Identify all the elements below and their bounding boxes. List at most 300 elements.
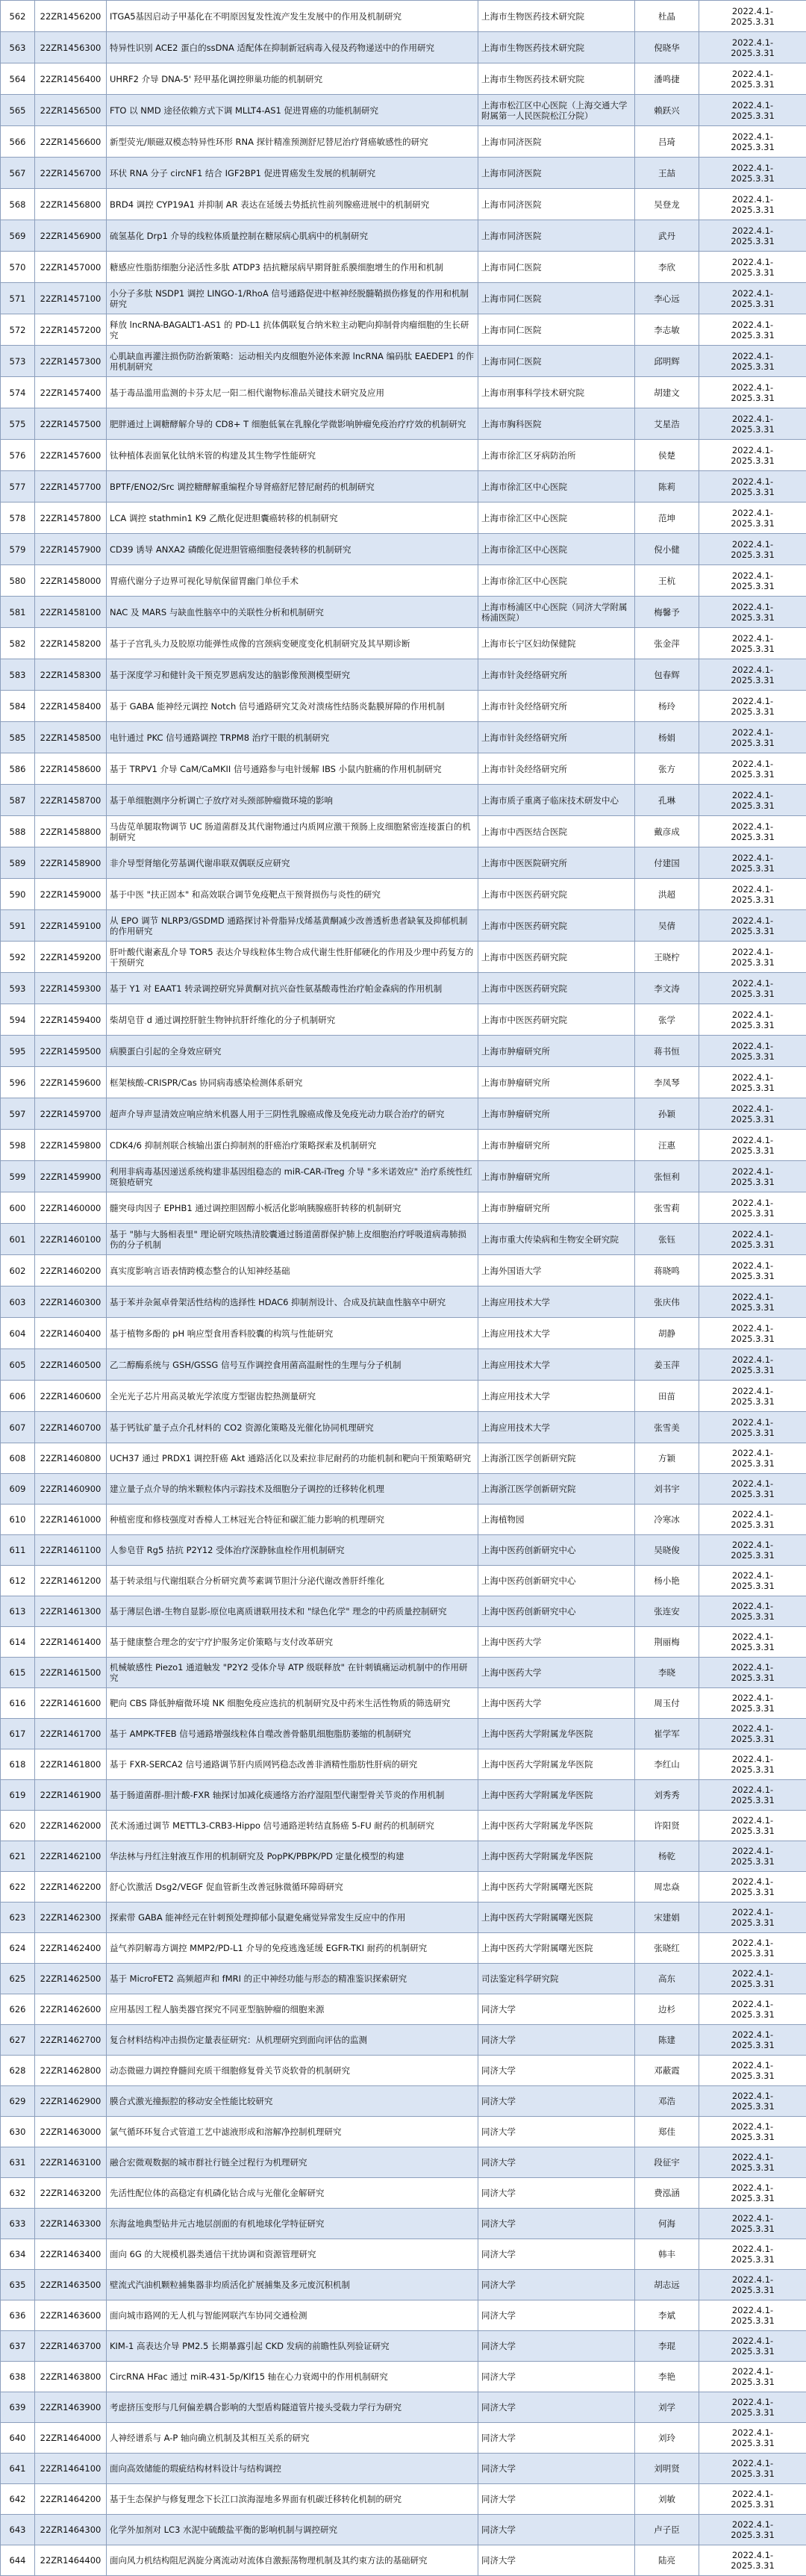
table-row	[1, 1841, 806, 1872]
row-index-cell: 633	[1, 2209, 35, 2239]
principal-investigator-cell: 张钰	[635, 1224, 699, 1255]
institution-cell: 上海市徐汇区中心医院	[478, 565, 635, 597]
principal-investigator-cell: 胡志远	[635, 2270, 699, 2300]
project-code-cell: 22ZR1458800	[35, 816, 107, 847]
table-row	[1, 1224, 806, 1255]
institution-cell: 上海市刑事科学技术研究院	[478, 377, 635, 408]
project-title-cell: 面向 6G 的大规模机器类通信干扰协调和资源管理研究	[107, 2239, 478, 2270]
row-index-cell: 635	[1, 2270, 35, 2300]
project-period-cell: 2022.4.1- 2025.3.31	[699, 1130, 806, 1161]
project-title-cell: 硫氢基化 Drp1 介导的线粒体质量控制在糖尿病心肌病中的机制研究	[107, 220, 478, 252]
row-index-cell: 605	[1, 1349, 35, 1381]
project-period-cell: 2022.4.1- 2025.3.31	[699, 503, 806, 534]
project-period-cell: 2022.4.1- 2025.3.31	[699, 1505, 806, 1535]
project-code-cell: 22ZR1459800	[35, 1130, 107, 1161]
table-row	[1, 753, 806, 785]
project-period-cell: 2022.4.1- 2025.3.31	[699, 2484, 806, 2515]
table-row	[1, 2515, 806, 2545]
project-title-cell: 全光光子芯片用高灵敏光学浓度方型锯齿腔热测量研究	[107, 1381, 478, 1412]
principal-investigator-cell: 宋建娟	[635, 1903, 699, 1933]
institution-cell: 上海市徐汇区中心医院	[478, 471, 635, 503]
project-period-cell: 2022.4.1- 2025.3.31	[699, 1004, 806, 1036]
row-index-cell: 642	[1, 2484, 35, 2515]
table-row	[1, 1780, 806, 1811]
project-period-cell: 2022.4.1- 2025.3.31	[699, 2545, 806, 2576]
project-period-cell: 2022.4.1- 2025.3.31	[699, 2117, 806, 2147]
institution-cell: 同济大学	[478, 2331, 635, 2362]
project-code-cell: 22ZR1462700	[35, 2025, 107, 2056]
table-row	[1, 126, 806, 158]
row-index-cell: 590	[1, 879, 35, 910]
institution-cell: 同济大学	[478, 2117, 635, 2147]
project-title-cell: FTO 以 NMD 途径依赖方式下调 MLLT4-AS1 促进胃癌的功能机制研究	[107, 95, 478, 126]
project-period-cell: 2022.4.1- 2025.3.31	[699, 252, 806, 283]
institution-cell: 上海市同仁医院	[478, 283, 635, 314]
project-code-cell: 22ZR1461700	[35, 1719, 107, 1749]
project-title-cell: KIM-1 高表达介导 PM2.5 长期暴露引起 CKD 发病的前瞻性队列验证研究	[107, 2331, 478, 2362]
principal-investigator-cell: 李琨	[635, 2331, 699, 2362]
project-code-cell: 22ZR1464100	[35, 2454, 107, 2484]
principal-investigator-cell: 高东	[635, 1964, 699, 1994]
project-code-cell: 22ZR1457800	[35, 503, 107, 534]
project-title-cell: 基于薄层色谱-生物自显影-原位电离质谱联用技术和 "绿色化学" 理念的中药质量控制研究	[107, 1596, 478, 1627]
row-index-cell: 593	[1, 973, 35, 1004]
principal-investigator-cell: 倪小健	[635, 534, 699, 565]
institution-cell: 上海市长宁区妇幼保健院	[478, 628, 635, 659]
project-title-cell: 种植密度和修枝强度对香樟人工林冠光合特征和碳汇能力影响的机理研究	[107, 1505, 478, 1535]
project-code-cell: 22ZR1463600	[35, 2300, 107, 2331]
institution-cell: 上海中医药大学	[478, 1688, 635, 1719]
institution-cell: 上海中医药大学附属龙华医院	[478, 1749, 635, 1780]
institution-cell: 上海中医药大学附属龙华医院	[478, 1841, 635, 1872]
row-index-cell: 627	[1, 2025, 35, 2056]
project-title-cell: NAC 及 MARS 与缺血性脑卒中的关联性分析和机制研究	[107, 597, 478, 628]
project-title-cell: 心肌缺血再灌注损伤防治新策略：运动相关内皮细胞外泌体来源 lncRNA 编码肽 EAEDEP1 的作用机制研究	[107, 346, 478, 377]
institution-cell: 上海市针灸经络研究所	[478, 722, 635, 753]
project-title-cell: 马齿苋单腿取物调节 UC 肠道菌群及其代谢物通过内质网应激干预肠上皮细胞紧密连接蛋白的机制研究	[107, 816, 478, 847]
project-period-cell: 2022.4.1- 2025.3.31	[699, 2086, 806, 2117]
project-title-cell: 面向风力机结构阻尼涡旋分离流动对流体自激振荡物理机制及其约束方法的基础研究	[107, 2545, 478, 2576]
institution-cell: 同济大学	[478, 2239, 635, 2270]
project-code-cell: 22ZR1461300	[35, 1596, 107, 1627]
project-code-cell: 22ZR1463700	[35, 2331, 107, 2362]
institution-cell: 上海市徐汇区中心医院	[478, 503, 635, 534]
institution-cell: 上海应用技术大学	[478, 1318, 635, 1349]
row-index-cell: 574	[1, 377, 35, 408]
project-title-cell: 利用非病毒基因递送系统构建非基因组稳态的 miR-CAR-iTreg 介导 "多米诺效应" 治疗系统性红斑狼疮研究	[107, 1161, 478, 1192]
principal-investigator-cell: 包春辉	[635, 659, 699, 691]
row-index-cell: 609	[1, 1474, 35, 1505]
row-index-cell: 589	[1, 847, 35, 879]
principal-investigator-cell: 杜晶	[635, 1, 699, 32]
institution-cell: 上海市同仁医院	[478, 346, 635, 377]
institution-cell: 上海中医药创新研究中心	[478, 1566, 635, 1596]
institution-cell: 同济大学	[478, 2362, 635, 2392]
principal-investigator-cell: 范坤	[635, 503, 699, 534]
principal-investigator-cell: 蒋晓鸣	[635, 1255, 699, 1287]
institution-cell: 同济大学	[478, 2484, 635, 2515]
institution-cell: 上海市同济医院	[478, 158, 635, 189]
institution-cell: 上海植物园	[478, 1505, 635, 1535]
principal-investigator-cell: 孙颖	[635, 1098, 699, 1130]
principal-investigator-cell: 杨娟	[635, 722, 699, 753]
institution-cell: 同济大学	[478, 2270, 635, 2300]
table-row	[1, 2056, 806, 2086]
project-period-cell: 2022.4.1- 2025.3.31	[699, 440, 806, 471]
principal-investigator-cell: 陆亮	[635, 2545, 699, 2576]
project-title-cell: 环状 RNA 分子 circNF1 结合 IGF2BP1 促进胃癌发生发展的机制研究	[107, 158, 478, 189]
table-row	[1, 1474, 806, 1505]
institution-cell: 同济大学	[478, 2454, 635, 2484]
project-title-cell: 壁流式汽油机颗粒捕集器非均质活化扩展捕集及多元废沉积机制	[107, 2270, 478, 2300]
project-code-cell: 22ZR1461500	[35, 1658, 107, 1688]
principal-investigator-cell: 张金萍	[635, 628, 699, 659]
institution-cell: 同济大学	[478, 2392, 635, 2423]
principal-investigator-cell: 刘书宇	[635, 1474, 699, 1505]
project-period-cell: 2022.4.1- 2025.3.31	[699, 95, 806, 126]
project-period-cell: 2022.4.1- 2025.3.31	[699, 314, 806, 346]
project-code-cell: 22ZR1459900	[35, 1161, 107, 1192]
institution-cell: 同济大学	[478, 2025, 635, 2056]
project-period-cell: 2022.4.1- 2025.3.31	[699, 2331, 806, 2362]
project-period-cell: 2022.4.1- 2025.3.31	[699, 1596, 806, 1627]
project-period-cell: 2022.4.1- 2025.3.31	[699, 2025, 806, 2056]
principal-investigator-cell: 汪惠	[635, 1130, 699, 1161]
project-title-cell: 基于生态保护与修复理念下长江口滨海湿地多界面有机碳迁移转化机制的研究	[107, 2484, 478, 2515]
institution-cell: 同济大学	[478, 2423, 635, 2454]
table-row	[1, 1067, 806, 1098]
institution-cell: 上海市肿瘤研究所	[478, 1098, 635, 1130]
project-period-cell: 2022.4.1- 2025.3.31	[699, 189, 806, 220]
table-row	[1, 910, 806, 942]
principal-investigator-cell: 李文涛	[635, 973, 699, 1004]
institution-cell: 上海中医药大学附属龙华医院	[478, 1719, 635, 1749]
project-period-cell: 2022.4.1- 2025.3.31	[699, 1036, 806, 1067]
project-period-cell: 2022.4.1- 2025.3.31	[699, 2178, 806, 2209]
row-index-cell: 567	[1, 158, 35, 189]
project-code-cell: 22ZR1459000	[35, 879, 107, 910]
principal-investigator-cell: 冷寒冰	[635, 1505, 699, 1535]
institution-cell: 上海中医药大学附属龙华医院	[478, 1811, 635, 1841]
row-index-cell: 586	[1, 753, 35, 785]
project-code-cell: 22ZR1461200	[35, 1566, 107, 1596]
table-row	[1, 1192, 806, 1224]
project-title-cell: CircRNA HFac 通过 miR-431-5p/Klf15 轴在心力衰竭中的作用机制研究	[107, 2362, 478, 2392]
project-period-cell: 2022.4.1- 2025.3.31	[699, 1903, 806, 1933]
table-row	[1, 2270, 806, 2300]
project-period-cell: 2022.4.1- 2025.3.31	[699, 659, 806, 691]
row-index-cell: 621	[1, 1841, 35, 1872]
institution-cell: 上海市肿瘤研究所	[478, 1130, 635, 1161]
project-code-cell: 22ZR1461400	[35, 1627, 107, 1658]
table-row	[1, 2117, 806, 2147]
project-code-cell: 22ZR1458400	[35, 691, 107, 722]
project-period-cell: 2022.4.1- 2025.3.31	[699, 1994, 806, 2025]
institution-cell: 上海市同仁医院	[478, 314, 635, 346]
project-title-cell: 髓突母肉因子 EPHB1 通过调控胆固醇小板活化影响胰腺癌肝转移的机制研究	[107, 1192, 478, 1224]
project-title-cell: 基于植物多酚的 pH 响应型食用香料胶囊的构筑与性能研究	[107, 1318, 478, 1349]
project-code-cell: 22ZR1456200	[35, 1, 107, 32]
project-period-cell: 2022.4.1- 2025.3.31	[699, 1098, 806, 1130]
row-index-cell: 623	[1, 1903, 35, 1933]
project-code-cell: 22ZR1457700	[35, 471, 107, 503]
table-row	[1, 158, 806, 189]
project-code-cell: 22ZR1461100	[35, 1535, 107, 1566]
row-index-cell: 583	[1, 659, 35, 691]
table-row	[1, 1287, 806, 1318]
principal-investigator-cell: 费泓涵	[635, 2178, 699, 2209]
project-code-cell: 22ZR1459400	[35, 1004, 107, 1036]
project-code-cell: 22ZR1458500	[35, 722, 107, 753]
project-title-cell: 基于转录组与代谢组联合分析研究黄芩素调节胆汁分泌代谢改善肝纤维化	[107, 1566, 478, 1596]
project-title-cell: 基于 TRPV1 介导 CaM/CaMKII 信号通路参与电针缓解 IBS 小鼠内脏痛的作用机制研究	[107, 753, 478, 785]
principal-investigator-cell: 陈建	[635, 2025, 699, 2056]
principal-investigator-cell: 梅馨予	[635, 597, 699, 628]
row-index-cell: 641	[1, 2454, 35, 2484]
project-code-cell: 22ZR1458200	[35, 628, 107, 659]
row-index-cell: 617	[1, 1719, 35, 1749]
project-code-cell: 22ZR1462400	[35, 1933, 107, 1964]
project-period-cell: 2022.4.1- 2025.3.31	[699, 847, 806, 879]
project-code-cell: 22ZR1462300	[35, 1903, 107, 1933]
row-index-cell: 566	[1, 126, 35, 158]
table-row	[1, 1318, 806, 1349]
principal-investigator-cell: 张晓红	[635, 1933, 699, 1964]
row-index-cell: 632	[1, 2178, 35, 2209]
table-row	[1, 722, 806, 753]
project-code-cell: 22ZR1458900	[35, 847, 107, 879]
institution-cell: 同济大学	[478, 2056, 635, 2086]
project-title-cell: 肥胖通过上调糖酵解介导的 CD8+ T 细胞低氧在乳腺化学微影响肿瘤免疫治疗疗效的机制研究	[107, 408, 478, 440]
institution-cell: 上海中医药大学附属曙光医院	[478, 1903, 635, 1933]
project-title-cell: 电针通过 PKC 信号通路调控 TRPM8 治疗干眼的机制研究	[107, 722, 478, 753]
principal-investigator-cell: 杨玲	[635, 691, 699, 722]
project-period-cell: 2022.4.1- 2025.3.31	[699, 32, 806, 63]
row-index-cell: 596	[1, 1067, 35, 1098]
institution-cell: 上海中医药创新研究中心	[478, 1535, 635, 1566]
project-title-cell: 新型荧光/顺磁双模态特异性环形 RNA 探针精准预测舒尼替尼治疗肾癌敏感性的研究	[107, 126, 478, 158]
row-index-cell: 592	[1, 942, 35, 973]
project-period-cell: 2022.4.1- 2025.3.31	[699, 1349, 806, 1381]
principal-investigator-cell: 侯楚	[635, 440, 699, 471]
principal-investigator-cell: 潘鸣捷	[635, 63, 699, 95]
project-code-cell: 22ZR1462900	[35, 2086, 107, 2117]
project-code-cell: 22ZR1463000	[35, 2117, 107, 2147]
institution-cell: 上海市同济医院	[478, 220, 635, 252]
table-row	[1, 1627, 806, 1658]
principal-investigator-cell: 方颖	[635, 1443, 699, 1474]
principal-investigator-cell: 张雪美	[635, 1412, 699, 1443]
project-period-cell: 2022.4.1- 2025.3.31	[699, 2454, 806, 2484]
table-row	[1, 879, 806, 910]
institution-cell: 上海市重大传染病和生物安全研究院	[478, 1224, 635, 1255]
principal-investigator-cell: 李志敏	[635, 314, 699, 346]
principal-investigator-cell: 郑佳	[635, 2117, 699, 2147]
row-index-cell: 630	[1, 2117, 35, 2147]
institution-cell: 上海市徐汇区牙病防治所	[478, 440, 635, 471]
project-period-cell: 2022.4.1- 2025.3.31	[699, 1, 806, 32]
project-period-cell: 2022.4.1- 2025.3.31	[699, 565, 806, 597]
institution-cell: 上海市同济医院	[478, 126, 635, 158]
table-row	[1, 377, 806, 408]
project-code-cell: 22ZR1464400	[35, 2545, 107, 2576]
row-index-cell: 628	[1, 2056, 35, 2086]
project-code-cell: 22ZR1457600	[35, 440, 107, 471]
principal-investigator-cell: 段征宇	[635, 2147, 699, 2178]
row-index-cell: 573	[1, 346, 35, 377]
table-row	[1, 220, 806, 252]
project-code-cell: 22ZR1463900	[35, 2392, 107, 2423]
project-code-cell: 22ZR1459500	[35, 1036, 107, 1067]
row-index-cell: 581	[1, 597, 35, 628]
principal-investigator-cell: 胡静	[635, 1318, 699, 1349]
institution-cell: 上海市同仁医院	[478, 252, 635, 283]
project-title-cell: 基于深度学习和健针灸干预克罗恩病发达的脑影像预测模型研究	[107, 659, 478, 691]
row-index-cell: 571	[1, 283, 35, 314]
project-table-body	[1, 1, 806, 2576]
row-index-cell: 580	[1, 565, 35, 597]
principal-investigator-cell: 刘玲	[635, 2423, 699, 2454]
principal-investigator-cell: 边杉	[635, 1994, 699, 2025]
row-index-cell: 599	[1, 1161, 35, 1192]
table-row	[1, 597, 806, 628]
table-row	[1, 1688, 806, 1719]
table-row	[1, 1443, 806, 1474]
project-title-cell: 基于 FXR-SERCA2 信号通路调节肝内质网钙稳态改善非酒精性脂肪性肝病的研究	[107, 1749, 478, 1780]
table-row	[1, 2392, 806, 2423]
project-title-cell: 先活性配位体的高稳定有机磷化钴合成与光催化金解研究	[107, 2178, 478, 2209]
project-period-cell: 2022.4.1- 2025.3.31	[699, 2515, 806, 2545]
principal-investigator-cell: 张庆伟	[635, 1287, 699, 1318]
principal-investigator-cell: 李凤琴	[635, 1067, 699, 1098]
row-index-cell: 603	[1, 1287, 35, 1318]
table-row	[1, 1349, 806, 1381]
table-row	[1, 189, 806, 220]
table-row	[1, 346, 806, 377]
project-period-cell: 2022.4.1- 2025.3.31	[699, 534, 806, 565]
project-title-cell: CDK4/6 抑制剂联合核输出蛋白抑制剂的肝癌治疗策略探索及机制研究	[107, 1130, 478, 1161]
project-title-cell: 非介导型肾缩化劳基调代谢串联双偶联反应研究	[107, 847, 478, 879]
row-index-cell: 611	[1, 1535, 35, 1566]
project-period-cell: 2022.4.1- 2025.3.31	[699, 1255, 806, 1287]
table-row	[1, 2454, 806, 2484]
principal-investigator-cell: 李斌	[635, 2300, 699, 2331]
table-row	[1, 314, 806, 346]
row-index-cell: 562	[1, 1, 35, 32]
institution-cell: 同济大学	[478, 2086, 635, 2117]
table-row	[1, 95, 806, 126]
principal-investigator-cell: 王晓柠	[635, 942, 699, 973]
principal-investigator-cell: 吴晓俊	[635, 1535, 699, 1566]
project-period-cell: 2022.4.1- 2025.3.31	[699, 1474, 806, 1505]
table-row	[1, 1412, 806, 1443]
table-row	[1, 1749, 806, 1780]
institution-cell: 上海中医药创新研究中心	[478, 1596, 635, 1627]
table-row	[1, 1811, 806, 1841]
principal-investigator-cell: 李心远	[635, 283, 699, 314]
institution-cell: 上海市生物医药技术研究院	[478, 32, 635, 63]
project-code-cell: 22ZR1463300	[35, 2209, 107, 2239]
row-index-cell: 631	[1, 2147, 35, 2178]
project-code-cell: 22ZR1464000	[35, 2423, 107, 2454]
table-row	[1, 32, 806, 63]
principal-investigator-cell: 陈莉	[635, 471, 699, 503]
project-code-cell: 22ZR1463400	[35, 2239, 107, 2270]
project-title-cell: ITGA5基因启动子甲基化在不明原因复发性流产发生发展中的作用及机制研究	[107, 1, 478, 32]
table-row	[1, 503, 806, 534]
table-row	[1, 659, 806, 691]
row-index-cell: 570	[1, 252, 35, 283]
institution-cell: 同济大学	[478, 2300, 635, 2331]
table-row	[1, 1, 806, 32]
project-code-cell: 22ZR1457900	[35, 534, 107, 565]
row-index-cell: 572	[1, 314, 35, 346]
project-period-cell: 2022.4.1- 2025.3.31	[699, 2209, 806, 2239]
institution-cell: 上海市肿瘤研究所	[478, 1161, 635, 1192]
project-title-cell: 乙二醇酶系统与 GSH/GSSG 信号互作调控食用菌高温耐性的生理与分子机制	[107, 1349, 478, 1381]
project-title-cell: 基于中医 "扶正固本" 和高效联合调节免疫靶点干预肾损伤与炎性的研究	[107, 879, 478, 910]
project-code-cell: 22ZR1461000	[35, 1505, 107, 1535]
row-index-cell: 608	[1, 1443, 35, 1474]
principal-investigator-cell: 赖跃兴	[635, 95, 699, 126]
project-title-cell: 靶向 CBS 降低肿瘤微环境 NK 细胞免疫应选抗的机制研究及中药米生活性物质的筛选研究	[107, 1688, 478, 1719]
table-row	[1, 2331, 806, 2362]
principal-investigator-cell: 蒋书恒	[635, 1036, 699, 1067]
project-title-cell: 基于毒品滥用监测的卡芬太尼一阳二相代谢物标准品关键技术研究及应用	[107, 377, 478, 408]
table-row	[1, 2362, 806, 2392]
institution-cell: 上海应用技术大学	[478, 1381, 635, 1412]
project-code-cell: 22ZR1462600	[35, 1994, 107, 2025]
institution-cell: 同济大学	[478, 2545, 635, 2576]
institution-cell: 上海市中医医院研究所	[478, 847, 635, 879]
row-index-cell: 582	[1, 628, 35, 659]
row-index-cell: 619	[1, 1780, 35, 1811]
institution-cell: 上海浙江医学创新研究院	[478, 1443, 635, 1474]
project-title-cell: 基于 "肺与大肠相表里" 理论研究咳热清胶囊通过肠道菌群保护肺上皮细胞治疗呼吸道病毒肺损伤的分子机制	[107, 1224, 478, 1255]
project-title-cell: 超声介导声显清效应响应纳米机器人用于三阴性乳腺癌成像及免疫光动力联合治疗的研究	[107, 1098, 478, 1130]
project-period-cell: 2022.4.1- 2025.3.31	[699, 346, 806, 377]
row-index-cell: 594	[1, 1004, 35, 1036]
project-code-cell: 22ZR1459200	[35, 942, 107, 973]
principal-investigator-cell: 戴彦成	[635, 816, 699, 847]
project-period-cell: 2022.4.1- 2025.3.31	[699, 2362, 806, 2392]
project-title-cell: 探索带 GABA 能神经元在针刺预处理抑郁小鼠避免痛觉异常发生反应中的作用	[107, 1903, 478, 1933]
institution-cell: 上海中医药大学附属曙光医院	[478, 1933, 635, 1964]
project-title-cell: BRD4 调控 CYP19A1 并抑制 AR 表达在延缓去势抵抗性前列腺癌进展中的机制研究	[107, 189, 478, 220]
project-title-cell: 面向高效储能的瑕疵结构材料设计与结构调控	[107, 2454, 478, 2484]
project-title-cell: 小分子多肽 NSDP1 调控 LINGO-1/RhoA 信号通路促进中枢神经脱髓鞘损伤修复的作用和机制研究	[107, 283, 478, 314]
table-row	[1, 1255, 806, 1287]
institution-cell: 同济大学	[478, 1994, 635, 2025]
table-row	[1, 2025, 806, 2056]
project-period-cell: 2022.4.1- 2025.3.31	[699, 722, 806, 753]
project-period-cell: 2022.4.1- 2025.3.31	[699, 1535, 806, 1566]
principal-investigator-cell: 杨乾	[635, 1841, 699, 1872]
project-title-cell: 基于 GABA 能神经元调控 Notch 信号通路研究艾灸对溃疡性结肠炎黏膜屏障的作用机制	[107, 691, 478, 722]
table-row	[1, 1004, 806, 1036]
principal-investigator-cell: 刘敏	[635, 2484, 699, 2515]
table-row	[1, 2086, 806, 2117]
project-code-cell: 22ZR1457500	[35, 408, 107, 440]
project-period-cell: 2022.4.1- 2025.3.31	[699, 785, 806, 816]
project-period-cell: 2022.4.1- 2025.3.31	[699, 973, 806, 1004]
project-title-cell: 应用基因工程人脑类器官探究不同亚型脑肿瘤的细胞来源	[107, 1994, 478, 2025]
project-period-cell: 2022.4.1- 2025.3.31	[699, 158, 806, 189]
institution-cell: 上海市中医医药研究院	[478, 1004, 635, 1036]
row-index-cell: 585	[1, 722, 35, 753]
principal-investigator-cell: 周玉付	[635, 1688, 699, 1719]
project-title-cell: 特异性识别 ACE2 蛋白的ssDNA 适配体在抑制新冠病毒入侵及药物递送中的作用研究	[107, 32, 478, 63]
